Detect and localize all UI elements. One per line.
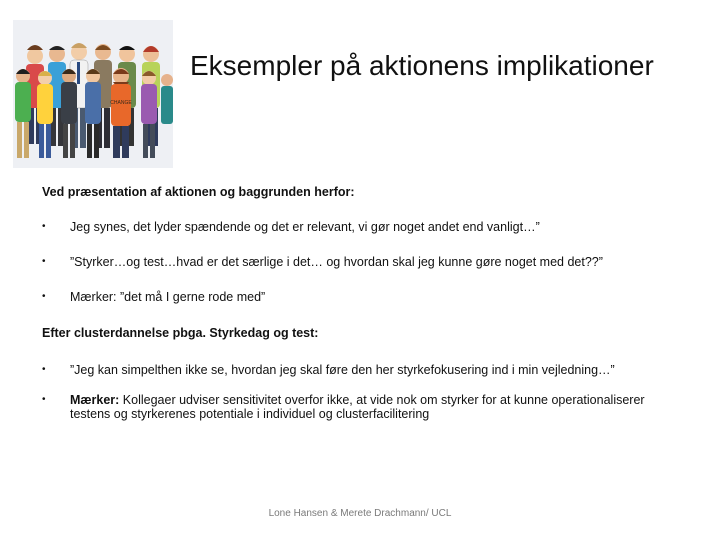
bullet-text: Jeg synes, det lyder spændende og det er relevant, vi gør noget andet end vanligt…”	[70, 220, 540, 234]
list-item	[42, 255, 682, 269]
list-item	[42, 393, 682, 421]
section-heading-presentation: Ved præsentation af aktionen og baggrunden herfor:	[42, 185, 355, 199]
bullet-icon: •	[42, 394, 46, 405]
bullet-list-cluster	[42, 363, 682, 437]
bullet-list-presentation	[42, 220, 682, 325]
bullet-text: Mærker: ”det må I gerne rode med”	[70, 290, 266, 304]
bullet-text: ”Styrker…og test…hvad er det særlige i det… og hvordan skal jeg kunne gøre noget med det??”	[70, 255, 603, 269]
list-item	[42, 290, 682, 304]
bullet-text: ”Jeg kan simpelthen ikke se, hvordan jeg skal føre den her styrkefokusering ind i min vejledning…”	[70, 363, 615, 377]
bullet-icon: •	[42, 256, 46, 267]
bullet-label: Mærker:	[70, 393, 120, 407]
change-sign-text: CHANGE	[110, 100, 132, 106]
section-heading-cluster: Efter clusterdannelse pbga. Styrkedag og test:	[42, 326, 319, 340]
person-front-7	[161, 74, 173, 124]
bullet-icon: •	[42, 364, 46, 375]
list-item	[42, 363, 682, 377]
people-group-image	[13, 20, 173, 168]
people-group-illustration	[13, 20, 173, 168]
bullet-text: Kollegaer udviser sensitivitet overfor ikke, at vide nok om styrker for at kunne operationaliserer testens og styrkerenes potentiale i individuel og clusterfacilitering	[70, 393, 645, 421]
slide-footer: Lone Hansen & Merete Drachmann/ UCL	[268, 508, 452, 519]
slide-title: Eksempler på aktionens implikationer	[190, 50, 654, 81]
bullet-icon: •	[42, 221, 46, 232]
bullet-icon: •	[42, 291, 46, 302]
list-item	[42, 220, 682, 234]
